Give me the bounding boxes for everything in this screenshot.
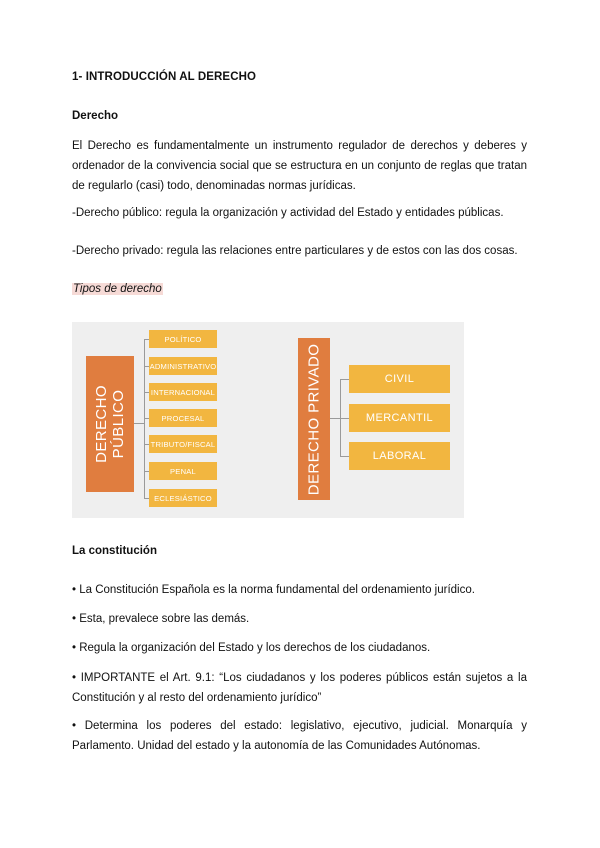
connector-line: [144, 339, 145, 499]
derecho-publico-label: DERECHO PÚBLICO: [93, 385, 127, 463]
publico-item-eclesiastico: ECLESIÁSTICO: [149, 489, 217, 507]
section-title-derecho: Derecho: [72, 110, 119, 122]
derecho-privado-box: [298, 338, 330, 500]
constitucion-bullet: • IMPORTANTE el Art. 9.1: “Los ciudadanos y los poderes públicos están sujetos a la Constitución y al resto del ordenamiento jurídico”: [72, 672, 527, 704]
derecho-publico-box: [86, 356, 134, 492]
constitucion-bullet: • Regula la organización del Estado y los derechos de los ciudadanos.: [72, 642, 431, 654]
publico-item-procesal: PROCESAL: [149, 409, 217, 427]
constitucion-bullet: • La Constitución Española es la norma fundamental del ordenamiento jurídico.: [72, 584, 475, 596]
tipos-derecho-diagram: [72, 322, 464, 518]
connector-line: [340, 418, 349, 419]
privado-item-laboral: LABORAL: [349, 442, 450, 470]
connector-line: [330, 418, 340, 419]
publico-item-internacional: INTERNACIONAL: [149, 383, 217, 401]
publico-item-administrativo: ADMINISTRATIVO: [149, 357, 217, 375]
derecho-publico-text: -Derecho público: regula la organización y actividad del Estado y entidades públicas.: [72, 207, 504, 219]
constitucion-bullet: • Determina los poderes del estado: legislativo, ejecutivo, judicial. Monarquía y Parlamento. Unidad del estado y la autonomía de las Comunidades Autónomas.: [72, 720, 527, 752]
publico-item-politico: POLÍTICO: [149, 330, 217, 348]
connector-line: [340, 456, 349, 457]
connector-line: [134, 423, 144, 424]
privado-item-civil: CIVIL: [349, 365, 450, 393]
privado-item-mercantil: MERCANTIL: [349, 404, 450, 432]
derecho-paragraph: El Derecho es fundamentalmente un instrumento regulador de derechos y deberes y ordenador de la convivencia social que se estructura en un conjunto de reglas que tratan de regularlo (casi) todo, denominadas normas jurídicas.: [72, 140, 527, 192]
section-title-tipos: Tipos de derecho: [73, 283, 162, 295]
derecho-privado-text: -Derecho privado: regula las relaciones entre particulares y de estos con las dos cosas.: [72, 245, 518, 257]
constitucion-bullet: • Esta, prevalece sobre las demás.: [72, 613, 250, 625]
derecho-privado-label: DERECHO PRIVADO: [305, 343, 323, 495]
connector-line: [340, 379, 349, 380]
section-title-constitucion: La constitución: [72, 545, 157, 557]
publico-item-tributo-fiscal: TRIBUTO/FISCAL: [149, 435, 217, 453]
page-heading: 1- INTRODUCCIÓN AL DERECHO: [72, 71, 257, 83]
publico-item-penal: PENAL: [149, 462, 217, 480]
